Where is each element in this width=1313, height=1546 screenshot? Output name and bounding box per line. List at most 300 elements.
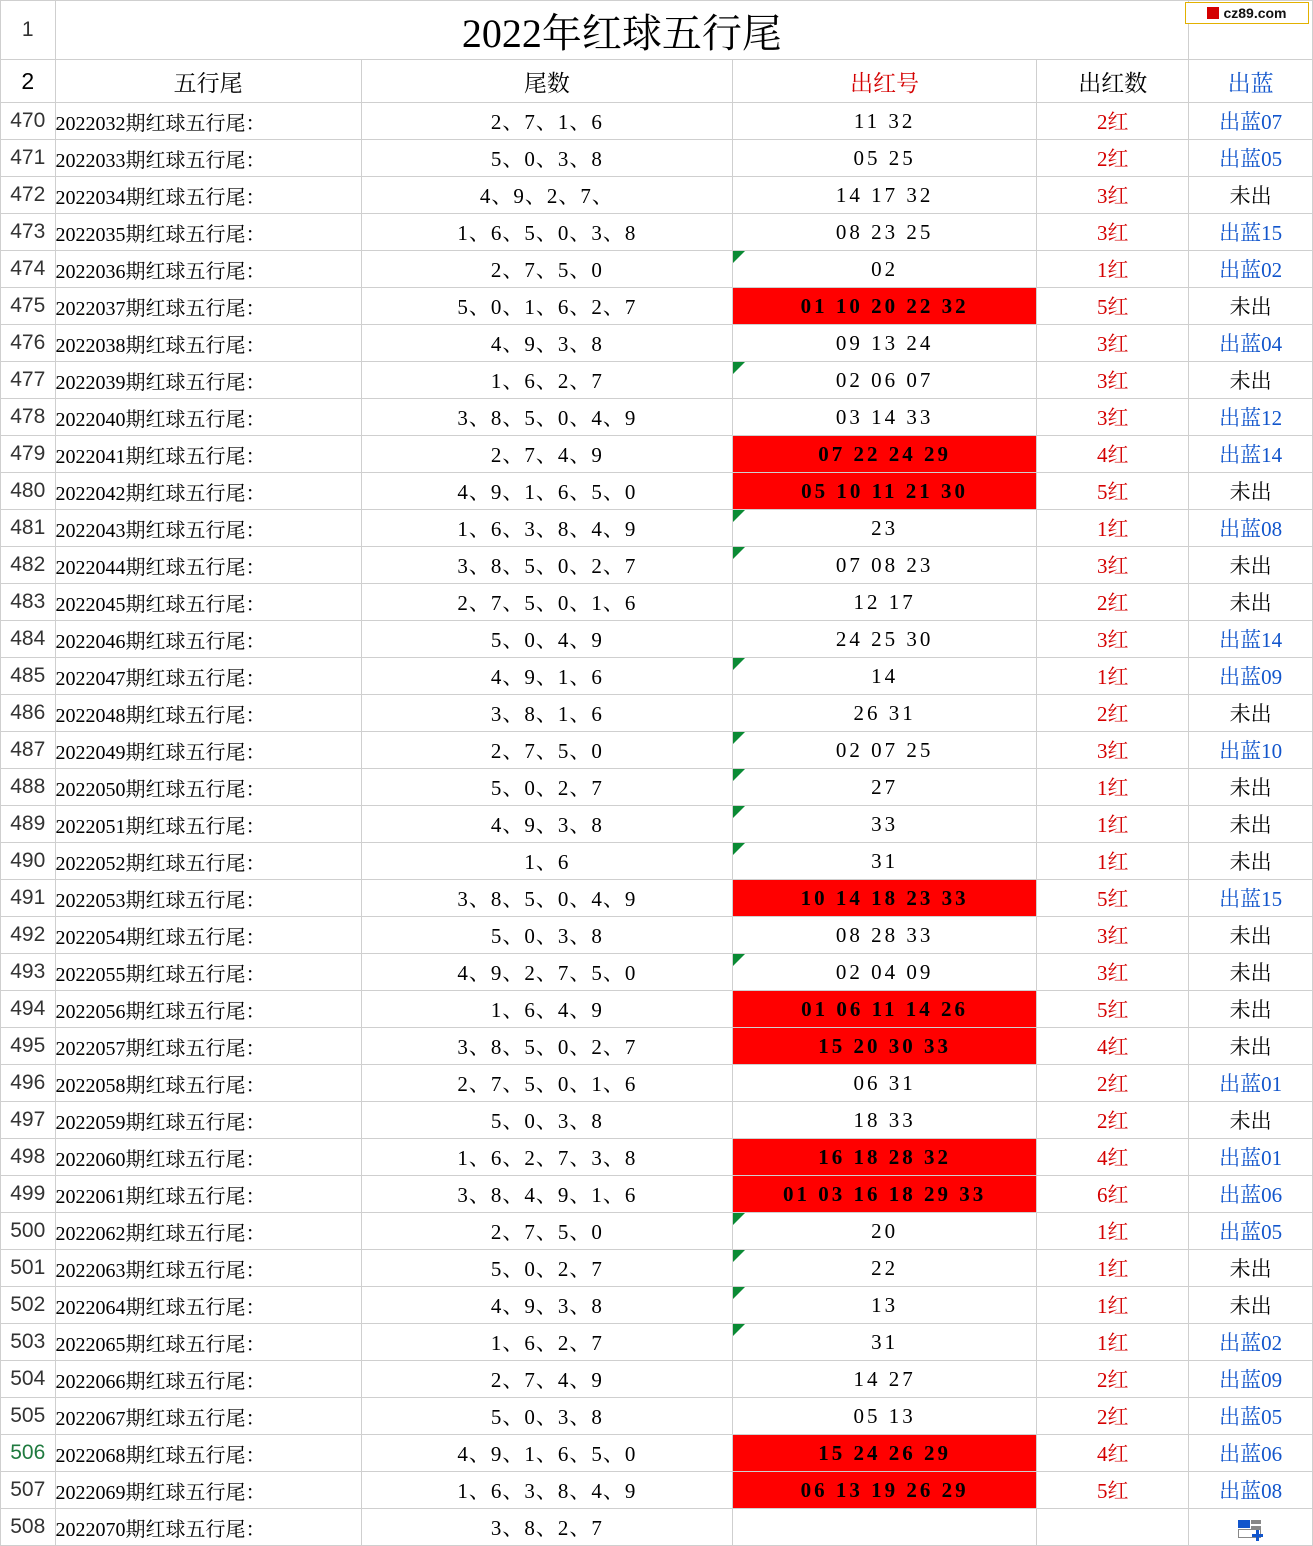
cell-blue-result[interactable]: 未出 — [1189, 806, 1313, 843]
table-row — [1, 584, 1313, 621]
cell-period-name[interactable]: 2022050期红球五行尾： — [55, 769, 361, 806]
cell-period-name[interactable]: 2022051期红球五行尾： — [55, 806, 361, 843]
cell-red-count[interactable]: 3红 — [1037, 214, 1189, 251]
cell-red-count[interactable]: 1红 — [1037, 843, 1189, 880]
cell-period-name[interactable]: 2022070期红球五行尾： — [55, 1509, 361, 1546]
cell-red-count[interactable]: 4红 — [1037, 1028, 1189, 1065]
table-row — [1, 325, 1313, 362]
cell-blue-result[interactable]: 未出 — [1189, 1287, 1313, 1324]
cell-blue-result[interactable]: 未出 — [1189, 769, 1313, 806]
cell-tail-numbers[interactable]: 1、6、2、7 — [361, 362, 732, 399]
cell-period-name[interactable]: 2022062期红球五行尾： — [55, 1213, 361, 1250]
table-row — [1, 1398, 1313, 1435]
red-numbers-text: 02 06 07 — [835, 367, 934, 392]
cell-red-numbers[interactable] — [733, 177, 1037, 214]
red-numbers-text: 26 31 — [853, 700, 916, 725]
row-header[interactable]: 496 — [1, 1065, 56, 1102]
cell-red-count[interactable]: 5红 — [1037, 1472, 1189, 1509]
cell-red-numbers[interactable] — [733, 436, 1037, 473]
row-header[interactable]: 500 — [1, 1213, 56, 1250]
cell-red-count[interactable]: 5红 — [1037, 288, 1189, 325]
table-row — [1, 288, 1313, 325]
cell-blue-result[interactable]: 出蓝06 — [1189, 1176, 1313, 1213]
cell-tail-numbers[interactable]: 4、9、3、8 — [361, 806, 732, 843]
cell-blue-result[interactable]: 未出 — [1189, 1250, 1313, 1287]
cell-period-name[interactable]: 2022045期红球五行尾： — [55, 584, 361, 621]
cell-red-numbers[interactable] — [733, 510, 1037, 547]
red-numbers-text: 15 20 30 33 — [818, 1033, 951, 1058]
table-row — [1, 1324, 1313, 1361]
cell-period-name[interactable]: 2022060期红球五行尾： — [55, 1139, 361, 1176]
cell-red-count[interactable]: 5红 — [1037, 880, 1189, 917]
cell-tail-numbers[interactable]: 5、0、3、8 — [361, 140, 732, 177]
cell-red-numbers[interactable] — [733, 954, 1037, 991]
cell-red-numbers[interactable] — [733, 1472, 1037, 1509]
cell-tail-numbers[interactable]: 2、7、5、0 — [361, 732, 732, 769]
cell-tail-numbers[interactable]: 5、0、2、7 — [361, 769, 732, 806]
cell-period-name[interactable]: 2022061期红球五行尾： — [55, 1176, 361, 1213]
cell-tail-numbers[interactable]: 2、7、4、9 — [361, 1361, 732, 1398]
red-numbers-text: 02 04 09 — [835, 959, 934, 984]
table-row — [1, 214, 1313, 251]
cell-tail-numbers[interactable]: 1、6、2、7、3、8 — [361, 1139, 732, 1176]
cell-tail-numbers[interactable]: 3、8、5、0、2、7 — [361, 547, 732, 584]
table-row — [1, 991, 1313, 1028]
table-row — [1, 362, 1313, 399]
cell-red-count[interactable]: 2红 — [1037, 1102, 1189, 1139]
cell-tail-numbers[interactable]: 1、6、3、8、4、9 — [361, 1472, 732, 1509]
cell-tail-numbers[interactable]: 3、8、5、0、4、9 — [361, 399, 732, 436]
red-numbers-text: 23 — [871, 515, 899, 540]
cell-red-count[interactable]: 5红 — [1037, 473, 1189, 510]
table-row — [1, 510, 1313, 547]
red-numbers-text: 08 23 25 — [835, 219, 934, 244]
cell-red-numbers[interactable] — [733, 732, 1037, 769]
column-header-tail: 尾数 — [361, 60, 732, 103]
comment-flag-icon — [733, 1324, 745, 1336]
cell-red-count[interactable]: 3红 — [1037, 954, 1189, 991]
cell-red-numbers[interactable] — [733, 806, 1037, 843]
cell-red-numbers[interactable] — [733, 1250, 1037, 1287]
row-header[interactable]: 499 — [1, 1176, 56, 1213]
row-header[interactable]: 483 — [1, 584, 56, 621]
cell-period-name[interactable]: 2022033期红球五行尾： — [55, 140, 361, 177]
row-header[interactable]: 491 — [1, 880, 56, 917]
cell-blue-result[interactable]: 未出 — [1189, 843, 1313, 880]
row-header[interactable]: 501 — [1, 1250, 56, 1287]
row-header[interactable]: 486 — [1, 695, 56, 732]
cell-red-count[interactable]: 3红 — [1037, 362, 1189, 399]
cell-period-name[interactable]: 2022032期红球五行尾： — [55, 103, 361, 140]
row-header[interactable]: 485 — [1, 658, 56, 695]
red-numbers-text: 24 25 30 — [835, 626, 934, 651]
cell-period-name[interactable]: 2022047期红球五行尾： — [55, 658, 361, 695]
cell-tail-numbers[interactable]: 4、9、2、7、 — [361, 177, 732, 214]
cell-red-count[interactable]: 3红 — [1037, 917, 1189, 954]
cell-tail-numbers[interactable]: 5、0、4、9 — [361, 621, 732, 658]
cell-period-name[interactable]: 2022046期红球五行尾： — [55, 621, 361, 658]
row-header[interactable]: 504 — [1, 1361, 56, 1398]
cell-red-numbers[interactable] — [733, 1028, 1037, 1065]
cell-blue-result[interactable]: 出蓝06 — [1189, 1435, 1313, 1472]
red-numbers-text: 31 — [871, 848, 899, 873]
column-header-name: 五行尾 — [55, 60, 361, 103]
cell-tail-numbers[interactable]: 5、0、2、7 — [361, 1250, 732, 1287]
cell-red-count[interactable]: 1红 — [1037, 806, 1189, 843]
cell-blue-result[interactable]: 出蓝02 — [1189, 1324, 1313, 1361]
cell-blue-result[interactable]: 未出 — [1189, 991, 1313, 1028]
cell-period-name[interactable]: 2022065期红球五行尾： — [55, 1324, 361, 1361]
cell-blue-result[interactable]: 出蓝08 — [1189, 1472, 1313, 1509]
cell-tail-numbers[interactable]: 4、9、1、6、5、0 — [361, 473, 732, 510]
row-header-2[interactable]: 2 — [1, 60, 56, 103]
cell-blue-result[interactable]: 出蓝09 — [1189, 658, 1313, 695]
row-header[interactable]: 493 — [1, 954, 56, 991]
cell-period-name[interactable]: 2022055期红球五行尾： — [55, 954, 361, 991]
red-numbers-text: 14 27 — [853, 1366, 916, 1391]
cell-period-name[interactable]: 2022053期红球五行尾： — [55, 880, 361, 917]
red-numbers-text: 15 24 26 29 — [818, 1440, 951, 1465]
table-row — [1, 1287, 1313, 1324]
row-header[interactable]: 478 — [1, 399, 56, 436]
icon-part — [1238, 1520, 1250, 1528]
cell-period-name[interactable]: 2022056期红球五行尾： — [55, 991, 361, 1028]
cell-red-numbers[interactable] — [733, 1176, 1037, 1213]
cell-red-count[interactable]: 3红 — [1037, 177, 1189, 214]
row-header[interactable]: 507 — [1, 1472, 56, 1509]
comment-flag-icon — [733, 547, 745, 559]
cell-red-count[interactable]: 1红 — [1037, 510, 1189, 547]
table-row — [1, 732, 1313, 769]
cell-tail-numbers[interactable]: 3、8、5、0、4、9 — [361, 880, 732, 917]
cell-red-count[interactable]: 3红 — [1037, 547, 1189, 584]
row-header[interactable]: 497 — [1, 1102, 56, 1139]
cell-red-count[interactable]: 2红 — [1037, 140, 1189, 177]
table-row — [1, 1065, 1313, 1102]
cell-period-name[interactable]: 2022042期红球五行尾： — [55, 473, 361, 510]
cell-period-name[interactable]: 2022041期红球五行尾： — [55, 436, 361, 473]
table-row — [1, 695, 1313, 732]
row-header[interactable]: 471 — [1, 140, 56, 177]
cell-blue-result[interactable]: 未出 — [1189, 547, 1313, 584]
cell-period-name[interactable]: 2022057期红球五行尾： — [55, 1028, 361, 1065]
table-row — [1, 436, 1313, 473]
cell-blue-result[interactable]: 出蓝14 — [1189, 621, 1313, 658]
cell-tail-numbers[interactable]: 3、8、2、7 — [361, 1509, 732, 1546]
row-header[interactable]: 474 — [1, 251, 56, 288]
cell-period-name[interactable]: 2022036期红球五行尾： — [55, 251, 361, 288]
cell-tail-numbers[interactable]: 2、7、5、0、1、6 — [361, 1065, 732, 1102]
cell-red-count[interactable]: 1红 — [1037, 769, 1189, 806]
cell-tail-numbers[interactable]: 4、9、3、8 — [361, 1287, 732, 1324]
cell-red-count[interactable]: 1红 — [1037, 1250, 1189, 1287]
cell-period-name[interactable]: 2022043期红球五行尾： — [55, 510, 361, 547]
cell-red-count[interactable]: 3红 — [1037, 325, 1189, 362]
cell-blue-result[interactable]: 未出 — [1189, 362, 1313, 399]
table-row — [1, 658, 1313, 695]
comment-flag-icon — [733, 769, 745, 781]
cell-period-name[interactable]: 2022058期红球五行尾： — [55, 1065, 361, 1102]
comment-flag-icon — [733, 1250, 745, 1262]
cell-tail-numbers[interactable]: 2、7、4、9 — [361, 436, 732, 473]
red-numbers-text: 02 — [871, 256, 899, 281]
red-numbers-text: 14 — [871, 663, 899, 688]
cell-red-count[interactable]: 3红 — [1037, 399, 1189, 436]
row-header[interactable]: 481 — [1, 510, 56, 547]
cell-red-numbers[interactable] — [733, 140, 1037, 177]
cell-period-name[interactable]: 2022064期红球五行尾： — [55, 1287, 361, 1324]
cell-tail-numbers[interactable]: 3、8、1、6 — [361, 695, 732, 732]
row-header[interactable]: 489 — [1, 806, 56, 843]
cell-red-count[interactable] — [1037, 1509, 1189, 1546]
cell-blue-result[interactable]: 出蓝01 — [1189, 1139, 1313, 1176]
cell-blue-result[interactable]: 出蓝04 — [1189, 325, 1313, 362]
cell-red-count[interactable]: 2红 — [1037, 1065, 1189, 1102]
row-header[interactable]: 484 — [1, 621, 56, 658]
cell-red-numbers[interactable] — [733, 547, 1037, 584]
cell-red-numbers[interactable] — [733, 1102, 1037, 1139]
cell-blue-result[interactable] — [1189, 1509, 1313, 1546]
cell-red-count[interactable]: 6红 — [1037, 1176, 1189, 1213]
cell-blue-result[interactable]: 未出 — [1189, 1028, 1313, 1065]
cell-blue-result[interactable]: 出蓝02 — [1189, 251, 1313, 288]
table-row — [1, 954, 1313, 991]
row-header[interactable]: 477 — [1, 362, 56, 399]
cell-tail-numbers[interactable]: 1、6 — [361, 843, 732, 880]
red-numbers-text: 08 28 33 — [835, 922, 934, 947]
cell-blue-result[interactable]: 出蓝05 — [1189, 1398, 1313, 1435]
cell-blue-result[interactable]: 出蓝07 — [1189, 103, 1313, 140]
cell-period-name[interactable]: 2022039期红球五行尾： — [55, 362, 361, 399]
cell-red-numbers[interactable] — [733, 1065, 1037, 1102]
cell-period-name[interactable]: 2022034期红球五行尾： — [55, 177, 361, 214]
cell-period-name[interactable]: 2022059期红球五行尾： — [55, 1102, 361, 1139]
row-header[interactable]: 488 — [1, 769, 56, 806]
cell-tail-numbers[interactable]: 1、6、2、7 — [361, 1324, 732, 1361]
row-header[interactable]: 502 — [1, 1287, 56, 1324]
cell-red-numbers[interactable] — [733, 880, 1037, 917]
row-header[interactable]: 476 — [1, 325, 56, 362]
red-numbers-text: 01 10 20 22 32 — [800, 293, 969, 318]
cell-blue-result[interactable]: 未出 — [1189, 177, 1313, 214]
table-row — [1, 1435, 1313, 1472]
cell-red-count[interactable]: 3红 — [1037, 732, 1189, 769]
table-row — [1, 769, 1313, 806]
cell-red-numbers[interactable] — [733, 103, 1037, 140]
site-logo-badge — [1185, 2, 1309, 24]
icon-part — [1252, 1534, 1263, 1537]
cell-period-name[interactable]: 2022038期红球五行尾： — [55, 325, 361, 362]
column-header-row — [1, 60, 1313, 103]
cell-blue-result[interactable]: 出蓝12 — [1189, 399, 1313, 436]
table-row — [1, 251, 1313, 288]
cell-red-numbers[interactable] — [733, 991, 1037, 1028]
cell-period-name[interactable]: 2022052期红球五行尾： — [55, 843, 361, 880]
comment-flag-icon — [733, 954, 745, 966]
red-numbers-text: 05 25 — [853, 145, 916, 170]
cell-blue-result[interactable]: 出蓝10 — [1189, 732, 1313, 769]
cell-red-numbers[interactable] — [733, 658, 1037, 695]
row-header[interactable]: 508 — [1, 1509, 56, 1546]
table-row — [1, 1361, 1313, 1398]
row-header[interactable]: 482 — [1, 547, 56, 584]
row-header-1[interactable]: 1 — [1, 1, 56, 60]
row-header[interactable]: 498 — [1, 1139, 56, 1176]
cell-blue-result[interactable]: 出蓝08 — [1189, 510, 1313, 547]
cell-red-count[interactable]: 1红 — [1037, 1287, 1189, 1324]
cell-blue-result[interactable]: 出蓝15 — [1189, 880, 1313, 917]
cell-red-numbers[interactable] — [733, 843, 1037, 880]
cell-period-name[interactable]: 2022048期红球五行尾： — [55, 695, 361, 732]
row-header[interactable]: 506 — [1, 1435, 56, 1472]
comment-flag-icon — [733, 806, 745, 818]
table-row — [1, 621, 1313, 658]
cell-tail-numbers[interactable]: 5、0、1、6、2、7 — [361, 288, 732, 325]
cell-red-numbers[interactable] — [733, 1213, 1037, 1250]
cell-red-count[interactable]: 2红 — [1037, 584, 1189, 621]
cell-tail-numbers[interactable]: 4、9、2、7、5、0 — [361, 954, 732, 991]
row-header[interactable]: 505 — [1, 1398, 56, 1435]
cell-red-numbers[interactable] — [733, 1287, 1037, 1324]
cell-red-numbers[interactable] — [733, 214, 1037, 251]
column-header-blue: 出蓝 — [1189, 60, 1313, 103]
cell-red-numbers[interactable] — [733, 362, 1037, 399]
cell-period-name[interactable]: 2022069期红球五行尾： — [55, 1472, 361, 1509]
row-header[interactable]: 495 — [1, 1028, 56, 1065]
red-numbers-text: 22 — [871, 1255, 899, 1280]
cell-red-numbers[interactable] — [733, 769, 1037, 806]
cell-period-name[interactable]: 2022068期红球五行尾： — [55, 1435, 361, 1472]
cell-blue-result[interactable]: 出蓝15 — [1189, 214, 1313, 251]
cell-tail-numbers[interactable]: 1、6、4、9 — [361, 991, 732, 1028]
cell-red-numbers[interactable] — [733, 917, 1037, 954]
cell-tail-numbers[interactable]: 5、0、3、8 — [361, 1398, 732, 1435]
cell-period-name[interactable]: 2022040期红球五行尾： — [55, 399, 361, 436]
cell-red-numbers[interactable] — [733, 251, 1037, 288]
table-row — [1, 177, 1313, 214]
cell-tail-numbers[interactable]: 4、9、3、8 — [361, 325, 732, 362]
table-row — [1, 806, 1313, 843]
cell-red-count[interactable]: 2红 — [1037, 1398, 1189, 1435]
cell-period-name[interactable]: 2022044期红球五行尾： — [55, 547, 361, 584]
cell-red-numbers[interactable] — [733, 1398, 1037, 1435]
red-numbers-text: 01 03 16 18 29 33 — [782, 1181, 987, 1206]
cell-tail-numbers[interactable]: 2、7、5、0 — [361, 251, 732, 288]
comment-flag-icon — [733, 510, 745, 522]
cell-blue-result[interactable]: 出蓝14 — [1189, 436, 1313, 473]
cell-tail-numbers[interactable]: 2、7、5、0、1、6 — [361, 584, 732, 621]
cell-period-name[interactable]: 2022067期红球五行尾： — [55, 1398, 361, 1435]
table-row — [1, 880, 1313, 917]
cell-red-count[interactable]: 1红 — [1037, 1213, 1189, 1250]
cell-red-numbers[interactable] — [733, 1139, 1037, 1176]
cell-red-count[interactable]: 1红 — [1037, 658, 1189, 695]
cell-red-count[interactable]: 4红 — [1037, 1139, 1189, 1176]
cell-red-numbers[interactable] — [733, 1361, 1037, 1398]
comment-flag-icon — [733, 732, 745, 744]
cell-red-numbers[interactable] — [733, 695, 1037, 732]
row-header[interactable]: 487 — [1, 732, 56, 769]
cell-period-name[interactable]: 2022063期红球五行尾： — [55, 1250, 361, 1287]
paste-options-icon[interactable] — [1238, 1518, 1264, 1540]
row-header[interactable]: 479 — [1, 436, 56, 473]
cell-period-name[interactable]: 2022054期红球五行尾： — [55, 917, 361, 954]
cell-blue-result[interactable]: 出蓝09 — [1189, 1361, 1313, 1398]
cell-blue-result[interactable]: 未出 — [1189, 954, 1313, 991]
cell-red-numbers[interactable] — [733, 288, 1037, 325]
cell-blue-result[interactable]: 出蓝05 — [1189, 140, 1313, 177]
row-header[interactable]: 494 — [1, 991, 56, 1028]
cell-red-count[interactable]: 2红 — [1037, 1361, 1189, 1398]
row-header[interactable]: 490 — [1, 843, 56, 880]
cell-red-count[interactable]: 2红 — [1037, 103, 1189, 140]
comment-flag-icon — [733, 251, 745, 263]
cell-red-count[interactable]: 4红 — [1037, 1435, 1189, 1472]
cell-blue-result[interactable]: 未出 — [1189, 917, 1313, 954]
cell-red-count[interactable]: 2红 — [1037, 695, 1189, 732]
row-header[interactable]: 492 — [1, 917, 56, 954]
cell-red-numbers[interactable] — [733, 325, 1037, 362]
cell-tail-numbers[interactable]: 3、8、5、0、2、7 — [361, 1028, 732, 1065]
cell-tail-numbers[interactable]: 5、0、3、8 — [361, 917, 732, 954]
row-header[interactable]: 503 — [1, 1324, 56, 1361]
cell-tail-numbers[interactable]: 5、0、3、8 — [361, 1102, 732, 1139]
red-numbers-text: 20 — [871, 1218, 899, 1243]
cell-tail-numbers[interactable]: 1、6、5、0、3、8 — [361, 214, 732, 251]
table-row — [1, 1102, 1313, 1139]
cell-red-numbers[interactable] — [733, 1324, 1037, 1361]
cell-red-count[interactable]: 1红 — [1037, 1324, 1189, 1361]
red-numbers-text: 33 — [871, 811, 899, 836]
cell-period-name[interactable]: 2022037期红球五行尾： — [55, 288, 361, 325]
table-row — [1, 1213, 1313, 1250]
cell-blue-result[interactable]: 未出 — [1189, 288, 1313, 325]
cell-period-name[interactable]: 2022035期红球五行尾： — [55, 214, 361, 251]
cell-red-numbers[interactable] — [733, 1509, 1037, 1546]
cell-blue-result[interactable]: 未出 — [1189, 584, 1313, 621]
cell-blue-result[interactable]: 未出 — [1189, 695, 1313, 732]
cell-blue-result[interactable]: 未出 — [1189, 473, 1313, 510]
cell-blue-result[interactable]: 出蓝01 — [1189, 1065, 1313, 1102]
cell-red-count[interactable]: 4红 — [1037, 436, 1189, 473]
cell-blue-result[interactable]: 未出 — [1189, 1102, 1313, 1139]
cell-red-numbers[interactable] — [733, 621, 1037, 658]
cell-period-name[interactable]: 2022066期红球五行尾： — [55, 1361, 361, 1398]
cell-tail-numbers[interactable]: 3、8、4、9、1、6 — [361, 1176, 732, 1213]
cell-tail-numbers[interactable]: 4、9、1、6 — [361, 658, 732, 695]
row-header[interactable]: 480 — [1, 473, 56, 510]
cell-red-numbers[interactable] — [733, 473, 1037, 510]
cell-tail-numbers[interactable]: 1、6、3、8、4、9 — [361, 510, 732, 547]
row-header[interactable]: 473 — [1, 214, 56, 251]
table-row — [1, 917, 1313, 954]
cell-red-numbers[interactable] — [733, 584, 1037, 621]
cell-red-numbers[interactable] — [733, 1435, 1037, 1472]
cell-period-name[interactable]: 2022049期红球五行尾： — [55, 732, 361, 769]
cell-blue-result[interactable]: 出蓝05 — [1189, 1213, 1313, 1250]
cell-red-count[interactable]: 5红 — [1037, 991, 1189, 1028]
row-header[interactable]: 475 — [1, 288, 56, 325]
row-header[interactable]: 472 — [1, 177, 56, 214]
cell-red-count[interactable]: 1红 — [1037, 251, 1189, 288]
red-numbers-text: 05 13 — [853, 1403, 916, 1428]
row-header[interactable]: 470 — [1, 103, 56, 140]
cell-red-count[interactable]: 3红 — [1037, 621, 1189, 658]
cell-tail-numbers[interactable]: 2、7、5、0 — [361, 1213, 732, 1250]
cell-red-numbers[interactable] — [733, 399, 1037, 436]
cell-tail-numbers[interactable]: 2、7、1、6 — [361, 103, 732, 140]
cell-tail-numbers[interactable]: 4、9、1、6、5、0 — [361, 1435, 732, 1472]
